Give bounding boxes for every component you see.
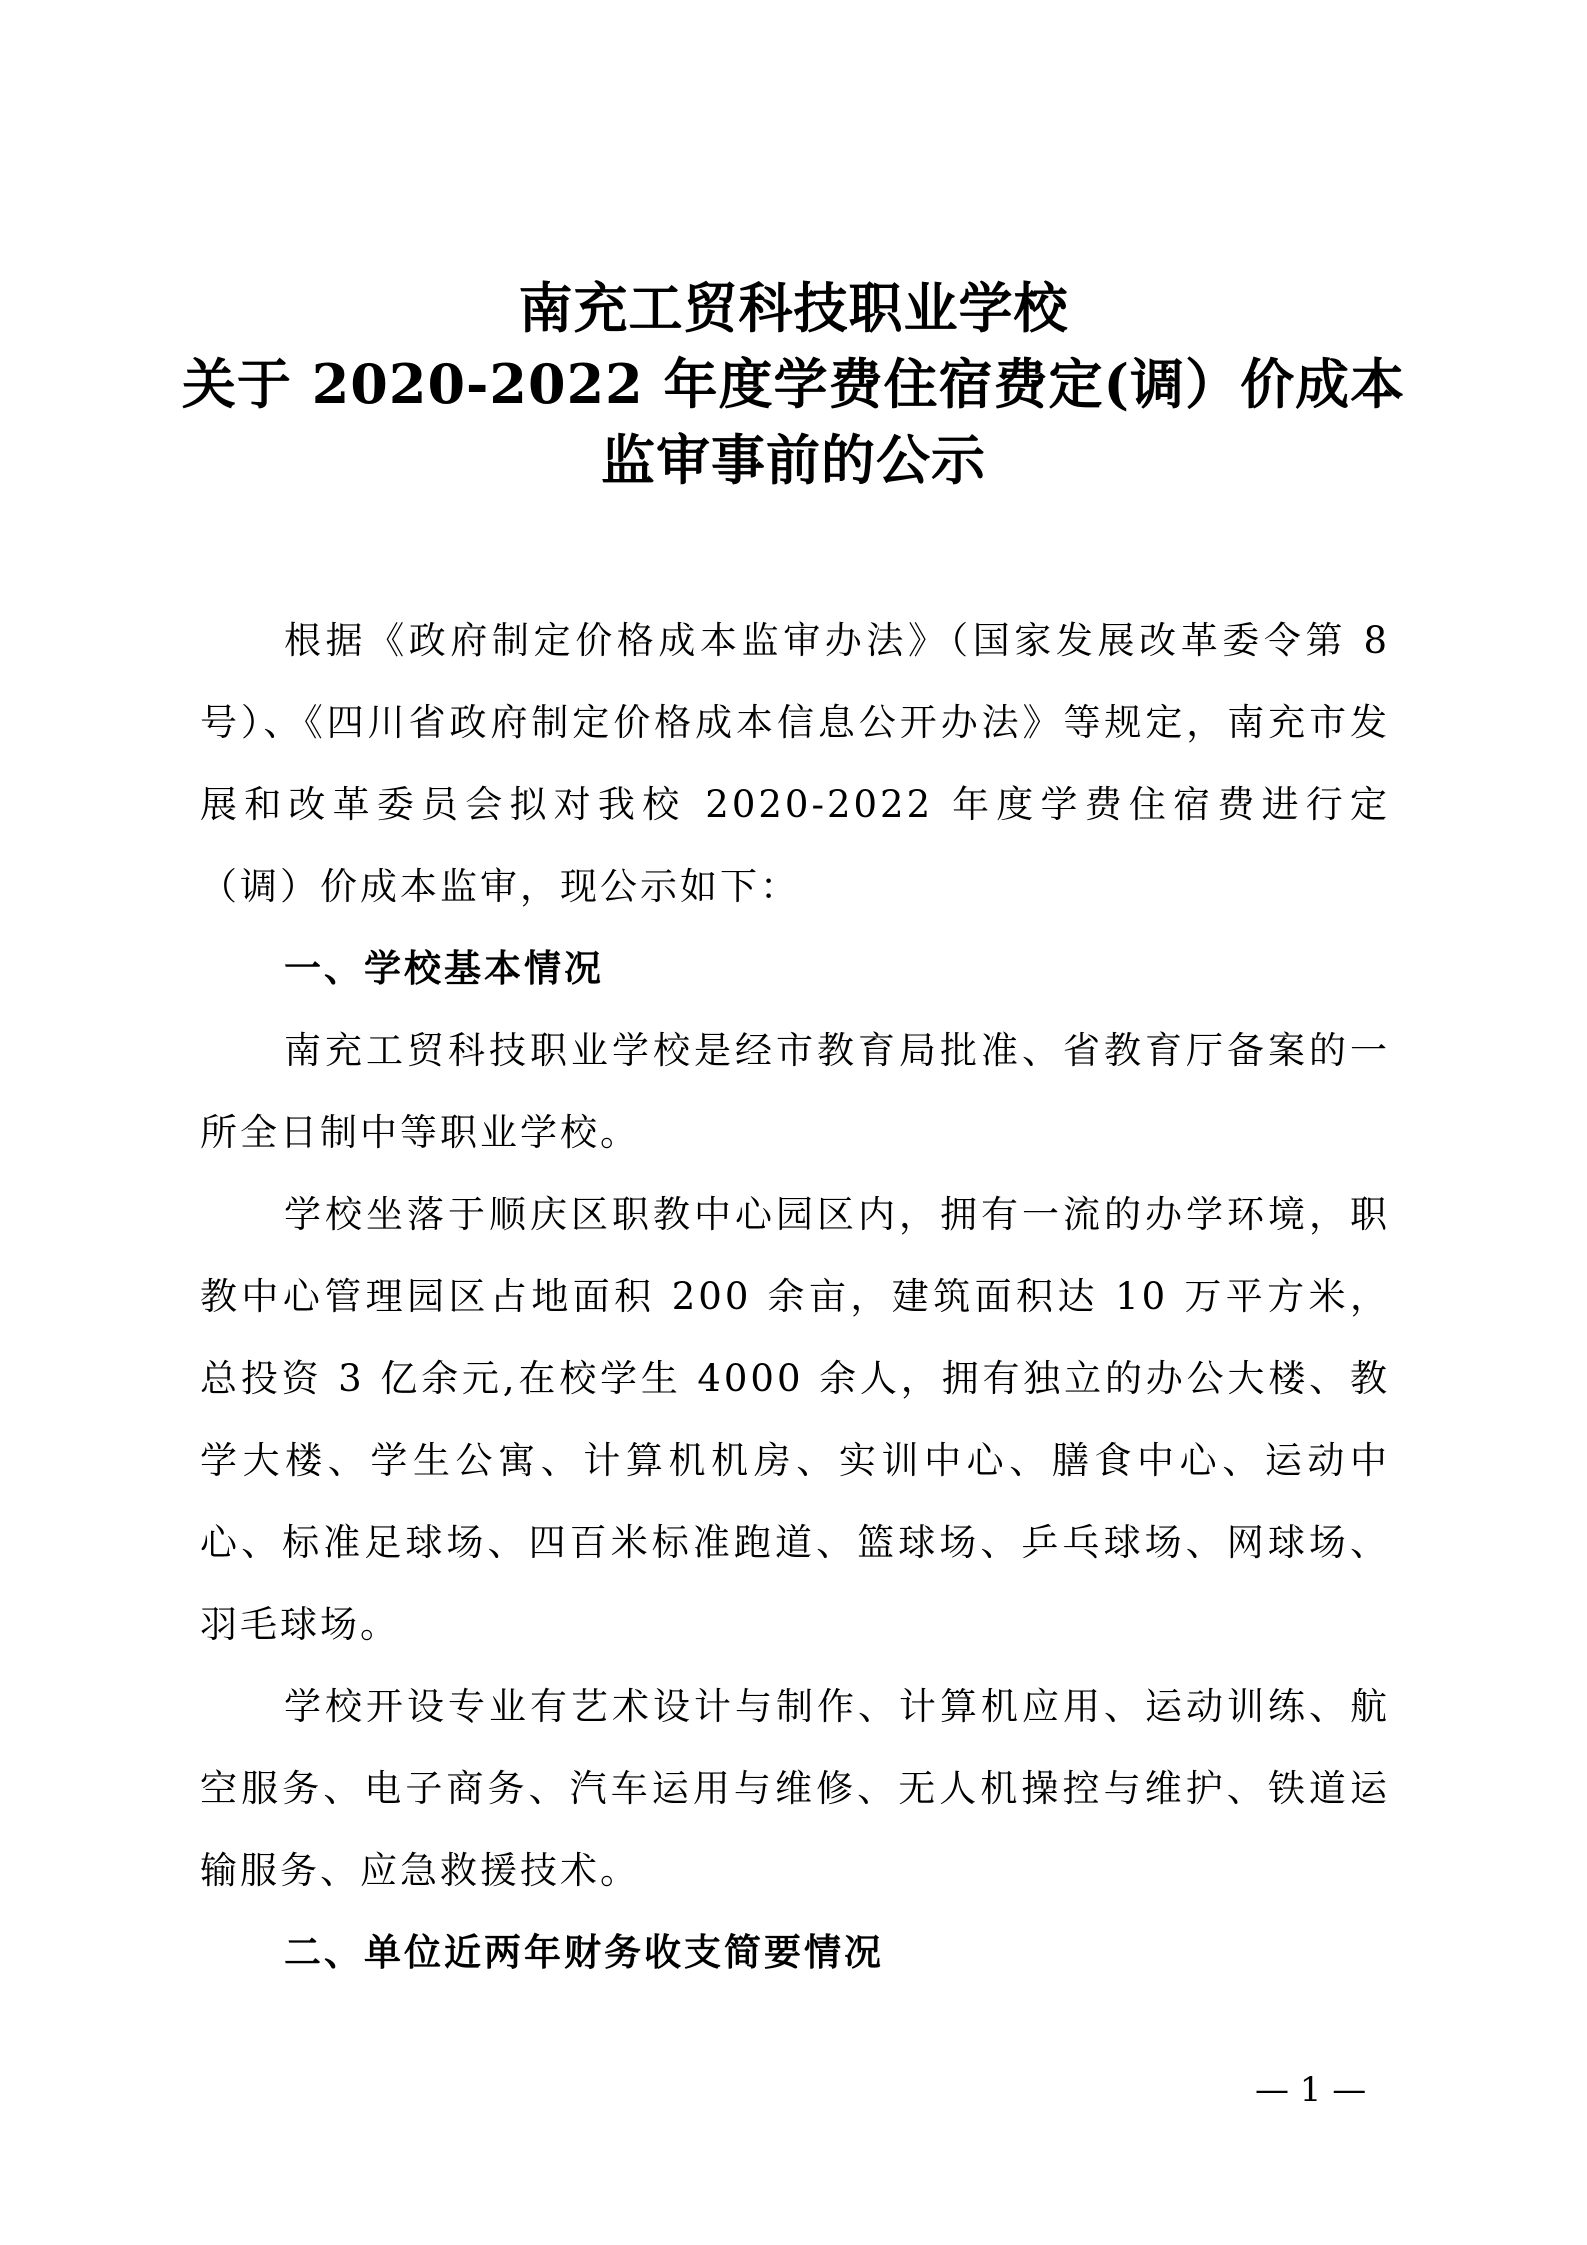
page-number: — 1 — [1255, 2070, 1367, 2110]
section-2-heading: 二、单位近两年财务收支简要情况 [284, 1931, 884, 1974]
intro-paragraph: 根据《政府制定价格成本监审办法》（国家发展改革委令第 8 号）、《四川省政府制定价格成本信息公开办法》等规定，南充市发展和改革委员会拟对我校 2020-2022 年度学费住宿费进行定（调）价成本监审，现公示如下： [200, 619, 1390, 908]
title-line-2: 关于 2020-2022 年度学费住宿费定(调）价成本 [181, 352, 1406, 416]
section-1-heading: 一、学校基本情况 [284, 947, 604, 990]
section-1-paragraph-1: 南充工贸科技职业学校是经市教育局批准、省教育厅备案的一所全日制中等职业学校。 [200, 1029, 1390, 1154]
document-title [0, 270, 1587, 498]
title-line-1: 南充工贸科技职业学校 [518, 276, 1069, 340]
title-line-3: 监审事前的公示 [601, 428, 986, 492]
document-body [200, 600, 1390, 1994]
section-1-paragraph-2: 学校坐落于顺庆区职教中心园区内，拥有一流的办学环境，职教中心管理园区占地面积 200 余亩，建筑面积达 10 万平方米，总投资 3 亿余元,在校学生 4000 余人，拥有独立的办公大楼、教学大楼、学生公寓、计算机机房、实训中心、膳食中心、运动中心、标准足球场、四百米标准跑道、篮球场、乒乓球场、网球场、羽毛球场。 [200, 1193, 1390, 1646]
section-1-paragraph-3: 学校开设专业有艺术设计与制作、计算机应用、运动训练、航空服务、电子商务、汽车运用与维修、无人机操控与维护、铁道运输服务、应急救援技术。 [200, 1685, 1390, 1892]
